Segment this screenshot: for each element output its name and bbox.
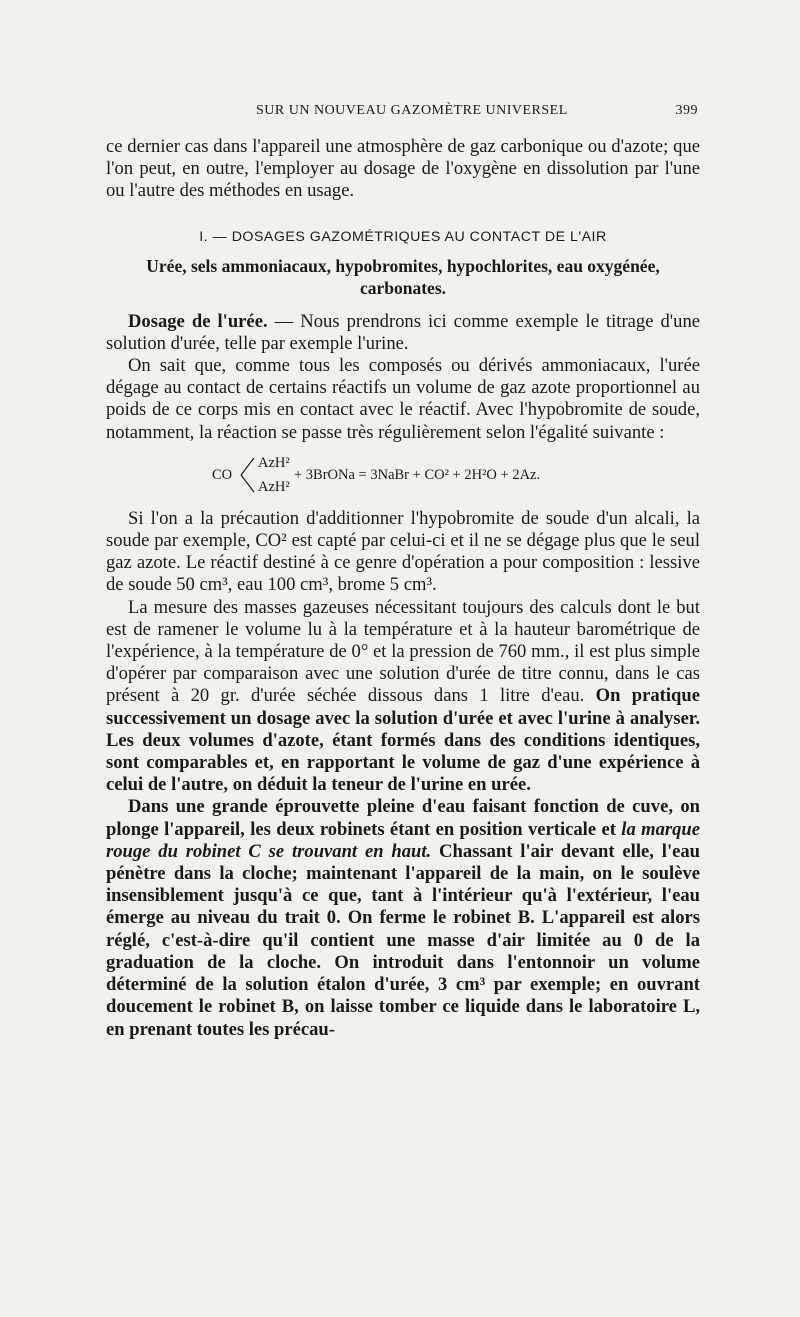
body-text [106, 136, 700, 1041]
paragraph-precaution: Si l'on a la précaution d'additionner l'hypobromite de soude d'un alcali, la soude par exemple, CO² est capté par celui-ci et il ne se dégage plus que le seul gaz azote. Le réactif destiné à ce genre d'opération a pour composition : lessive de soude 50 cm³, eau 100 cm³, brome 5 cm³. [106, 507, 700, 596]
paragraph-procedure [106, 796, 700, 1040]
formula-rest: + 3BrONa = 3NaBr + CO² + 2H²O + 2Az. [294, 466, 541, 483]
formula-azh-bottom: AzH² [258, 478, 290, 495]
formula-azh-top: AzH² [258, 454, 290, 471]
paragraph-procedure-a: Dans une grande éprouvette pleine d'eau faisant fonction de cuve, on plonge l'appareil, les deux robinets étant en position verticale et [106, 796, 700, 840]
running-head [106, 103, 700, 127]
paragraph-dosage-text: — Nous prendrons ici comme exemple le titrage d'une solution d'urée, telle par exemple l'urine. [106, 310, 700, 354]
paragraph-measurement-a: La mesure des masses gazeuses nécessitant toujours des calculs dont le but est de ramener le volume lu à la température et à la hauteur barométrique de l'expérience, à la température de 0° et la pression de 760 mm., il est plus simple d'opérer par comparaison avec une solution d'urée de titre connu, dans le cas présent à 20 gr. d'urée séchée dissous dans 1 litre d'eau. [106, 596, 700, 707]
chemical-equation [106, 452, 700, 498]
formula-co: CO [212, 466, 233, 483]
paragraph-dosage [106, 311, 700, 355]
paragraph-measurement [106, 597, 700, 797]
section-subheading: Urée, sels ammoniacaux, hypobromites, hypochlorites, eau oxygénée, carbonates. [146, 255, 660, 298]
intro-paragraph: ce dernier cas dans l'appareil une atmosphère de gaz carbonique ou d'azote; que l'on peut, en outre, l'employer au dosage de l'oxygène en dissolution par l'une ou l'autre des méthodes en usage. [106, 136, 700, 202]
runin-heading: Dosage de l'urée. [128, 310, 268, 332]
section-heading: I. — DOSAGES GAZOMÉTRIQUES AU CONTACT DE L'AIR [199, 228, 607, 245]
paragraph-measurement-b: On pratique successivement un dosage avec la solution d'urée et avec l'urine à analyser. Les deux volumes d'azote, étant formés dans des conditions identiques, sont comparables et, en rapportant le volume de gaz d'une expérience à celui de l'autre, on déduit la teneur de l'urine en urée. [106, 685, 700, 796]
running-title: SUR UN NOUVEAU GAZOMÈTRE UNIVERSEL [256, 103, 568, 118]
bracket-icon [238, 456, 256, 494]
page-number: 399 [675, 103, 698, 118]
paragraph-procedure-b: Chassant l'air devant elle, l'eau pénètre dans la cloche; maintenant l'appareil de la main, on le soulève insensiblement jusqu'à ce que, tant à l'intérieur qu'à l'extérieur, l'eau émerge au niveau du trait 0. On ferme le robinet B. L'appareil est alors réglé, c'est-à-dire qu'il contient une masse d'air limitée au 0 de la graduation de la cloche. On introduit dans l'entonnoir un volume déterminé de la solution étalon d'urée, 3 cm³ par exemple; en ouvrant doucement le robinet B, on laisse tomber ce liquide dans le laboratoire L, en prenant toutes les précau- [106, 840, 701, 1040]
paragraph-reaction: On sait que, comme tous les composés ou dérivés ammoniacaux, l'urée dégage au contact de certains réactifs un volume de gaz azote proportionnel au poids de ce corps mis en contact avec le réactif. Avec l'hypobromite de soude, notamment, la réaction se passe très régulièrement selon l'égalité suivante : [106, 355, 700, 443]
paragraph-procedure-italic: la marque rouge du robinet C se trouvant en haut. [106, 818, 701, 862]
